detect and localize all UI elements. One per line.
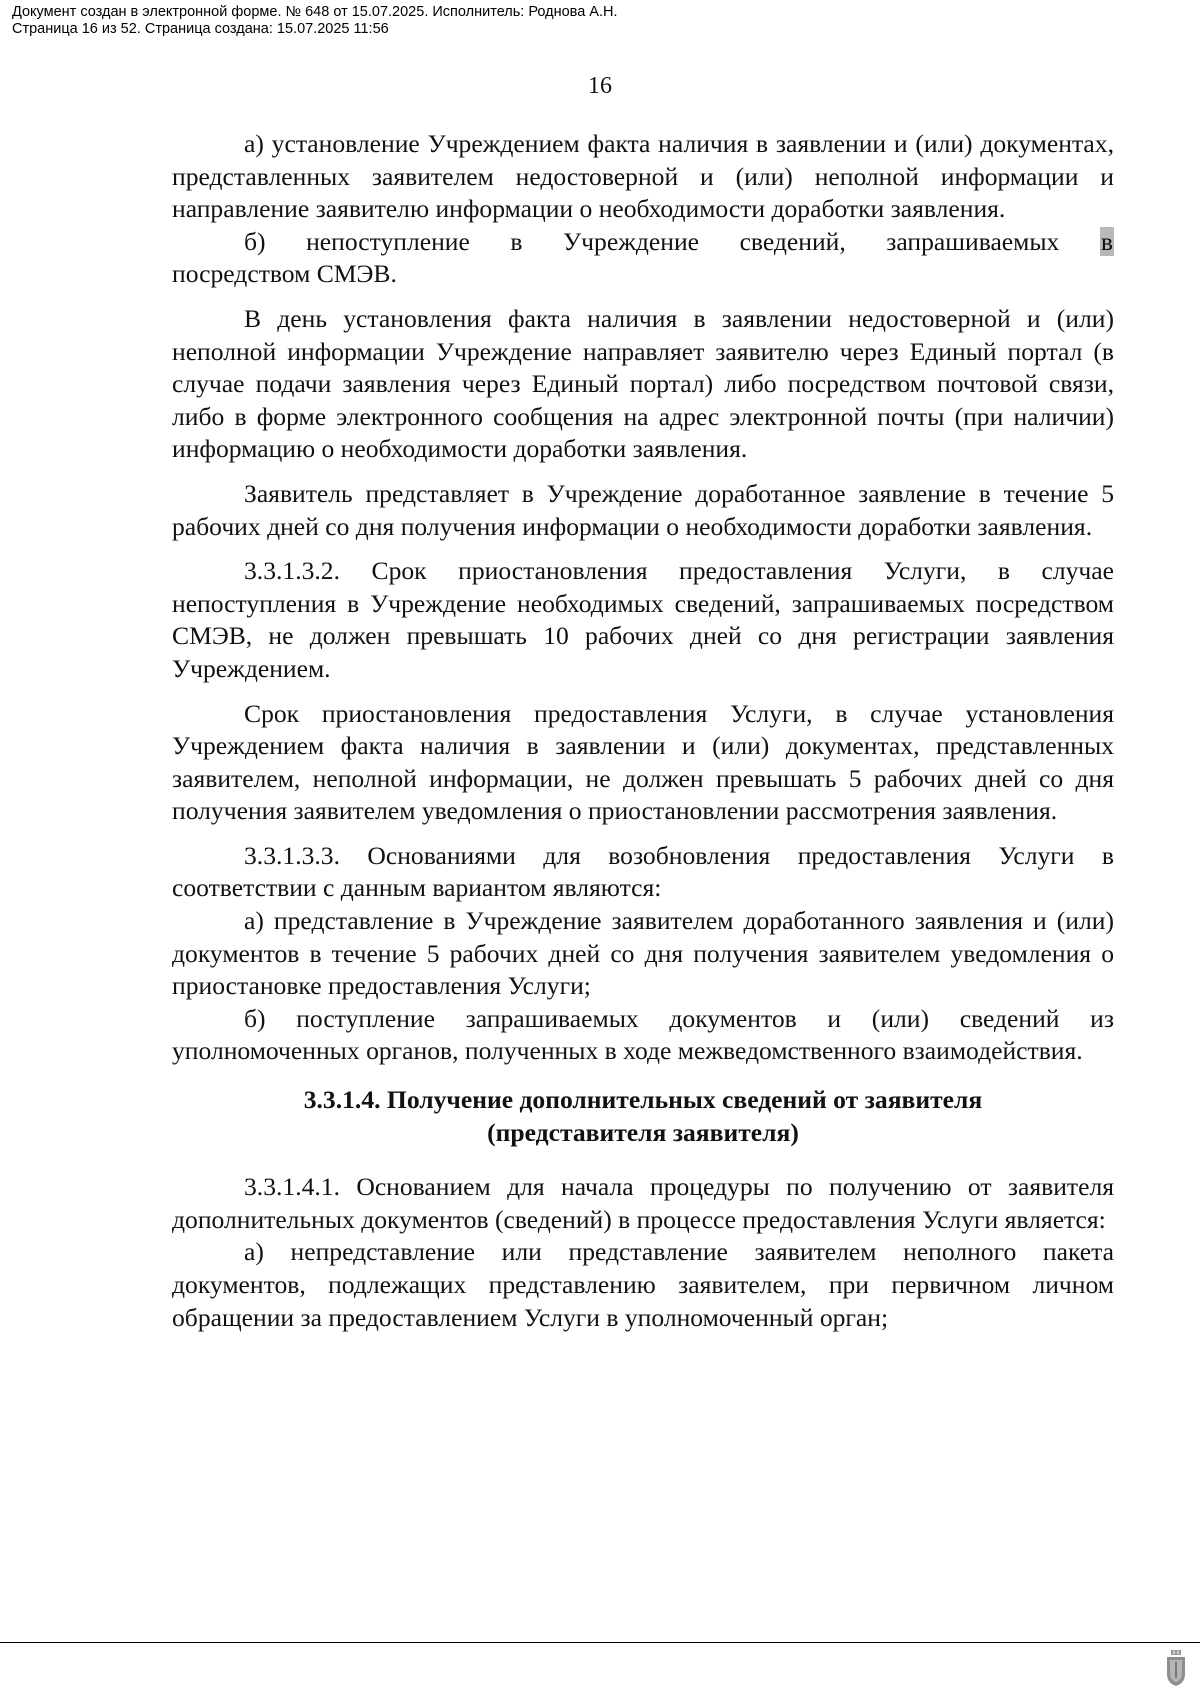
paragraph-additional-a: а) непредставление или представление заявителем неполного пакета документов, подлежащих представлению заявителем, при первичном личном обращении за предоставлением Услуги в уполномоченный орган;	[172, 1237, 1114, 1332]
paragraph-b-continuation: посредством СМЭВ.	[172, 259, 397, 289]
paragraph-resumption-a: а) представление в Учреждение заявителем доработанного заявления и (или) документов в течение 5 рабочих дней со дня получения заявителем уведомления о приостановке предоставления Услуги;	[172, 906, 1114, 1001]
footer-info	[12, 4, 618, 38]
paragraph-3-3-1-3-3: 3.3.1.3.3. Основаниями для возобновления предоставления Услуги в соответствии с данным вариантом являются:	[172, 840, 1114, 903]
paragraph-resumption-b: б) поступление запрашиваемых документов и (или) сведений из уполномоченных органов, полученных в ходе межведомственного взаимодействия.	[172, 1003, 1114, 1066]
paragraph-a-establishment: а) установление Учреждением факта наличия в заявлении и (или) документах, представленных заявителем недостоверной и (или) неполной информации и направление заявителю информации о необходимости доработки заявления.	[172, 129, 1114, 224]
page-number: 16	[588, 73, 612, 99]
paragraph-applicant-submits: Заявитель представляет в Учреждение доработанное заявление в течение 5 рабочих дней со дня получения информации о необходимости доработки заявления.	[172, 478, 1114, 541]
section-heading-3-3-1-4	[172, 1084, 1114, 1149]
paragraph-notification: В день установления факта наличия в заявлении недостоверной и (или) неполной информации Учреждение направляет заявителю через Единый портал (в случае подачи заявления через Единый портал) либо посредством почтовой связи, либо в форме электронного сообщения на адрес электронной почты (при наличии) информацию о необходимости доработки заявления.	[172, 303, 1114, 464]
section-heading-line-1: 3.3.1.4. Получение дополнительных сведений от заявителя	[303, 1085, 983, 1115]
paragraph-3-3-1-4-1: 3.3.1.4.1. Основанием для начала процедуры по получению от заявителя дополнительных документов (сведений) в процессе предоставления Услуги является:	[172, 1172, 1114, 1234]
paragraph-3-3-1-3-2: 3.3.1.3.2. Срок приостановления предоставления Услуги, в случае непоступления в Учреждение необходимых сведений, запрашиваемых посредством СМЭВ, не должен превышать 10 рабочих дней со дня регистрации заявления Учреждением.	[172, 556, 1114, 683]
footer-divider	[0, 1642, 1200, 1643]
footer-document-line: Документ создан в электронной форме. № 648 от 15.07.2025. Исполнитель: Роднова А.Н.	[12, 4, 618, 20]
paragraph-suspension-term: Срок приостановления предоставления Услуги, в случае установления Учреждением факта наличия в заявлении и (или) документах, представленных заявителем, неполной информации, не должен превышать 5 рабочих дней со дня получения заявителем уведомления о приостановлении рассмотрения заявления.	[172, 698, 1114, 826]
footer-page-line: Страница 16 из 52. Страница создана: 15.07.2025 11:56	[12, 21, 389, 37]
document-body	[172, 128, 1114, 1334]
paragraph-b-non-receipt	[172, 226, 1114, 259]
paragraph-b-text: б) непоступление в Учреждение сведений, запрашиваемых	[244, 226, 1100, 256]
coat-of-arms-icon	[1166, 1650, 1186, 1686]
section-heading-line-2: (представителя заявителя)	[487, 1117, 799, 1147]
highlighted-text-selection: в	[1100, 226, 1113, 256]
